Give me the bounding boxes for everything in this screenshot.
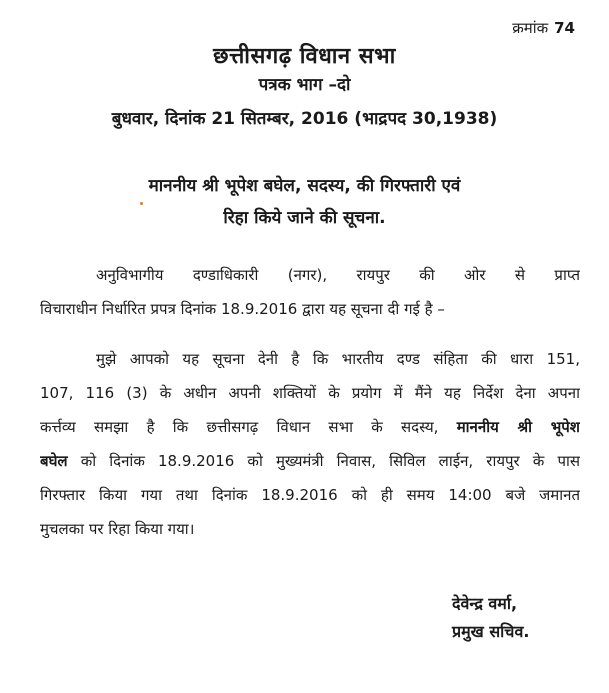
paragraph-2-line-4-text: को दिनांक 18.9.2016 को मुख्यमंत्री निवास, सिविल लाईन, रायपुर के पास <box>67 452 580 470</box>
member-name-part-1: माननीय श्री भूपेश <box>456 418 580 436</box>
paragraph-1-line-1-text: , रायपुर की ओर से प्राप्त <box>322 266 580 284</box>
paragraph-2-line-1: मुझे आपको यह सूचना देनी है कि भारतीय दण्ड संहिता की धारा 151, <box>96 350 580 368</box>
notice-heading-line-1: माननीय श्री भूपेश बघेल, सदस्य, की गिरफ्तारी एवं <box>148 176 461 196</box>
paragraph-2 <box>40 342 580 546</box>
paragraph-2-line-2: 107, 116 (3) के अधीन अपनी शक्तियों के प्रयोग में मैंने यह निर्देश देना अपना <box>40 384 580 402</box>
serial-value: 74 <box>554 19 575 37</box>
document-title: छत्तीसगढ़ विधान सभा <box>213 44 396 69</box>
serial-number <box>512 18 575 38</box>
paragraph-2-line-3 <box>40 410 580 444</box>
paragraph-2-line-5: गिरफ्तार किया गया तथा दिनांक 18.9.2016 को ही समय 14:00 बजे जमानत <box>40 486 580 504</box>
authority-name: अनुविभागीय दण्डाधिकारी (नगर) <box>96 266 323 284</box>
ink-speck <box>140 202 143 205</box>
paragraph-2-line-6: मुचलका पर रिहा किया गया। <box>40 520 195 538</box>
paragraph-2-line-4 <box>40 444 580 478</box>
document-subtitle: पत्रक भाग –दो <box>258 75 351 95</box>
paragraph-1-line-1 <box>40 258 580 292</box>
document-date: बुधवार, दिनांक 21 सितम्बर, 2016 (भाद्रपद 30,1938) <box>111 109 498 129</box>
signatory-name: देवेन्द्र वर्मा, <box>452 594 518 613</box>
notice-heading-line-2: रिहा किये जाने की सूचना. <box>223 208 386 228</box>
serial-label: क्रमांक <box>512 19 549 37</box>
signatory-designation: प्रमुख सचिव. <box>452 622 530 641</box>
signature-block <box>452 590 529 646</box>
member-name-part-2: बघेल <box>40 452 68 470</box>
paragraph-2-line-3-text: कर्त्तव्य समझा है कि छत्तीसगढ़ विधान सभा के सदस्य, <box>40 418 457 436</box>
paragraph-1 <box>40 258 580 326</box>
paragraph-1-line-2: विचाराधीन निर्धारित प्रपत्र दिनांक 18.9.2016 द्वारा यह सूचना दी गई है – <box>40 300 445 318</box>
